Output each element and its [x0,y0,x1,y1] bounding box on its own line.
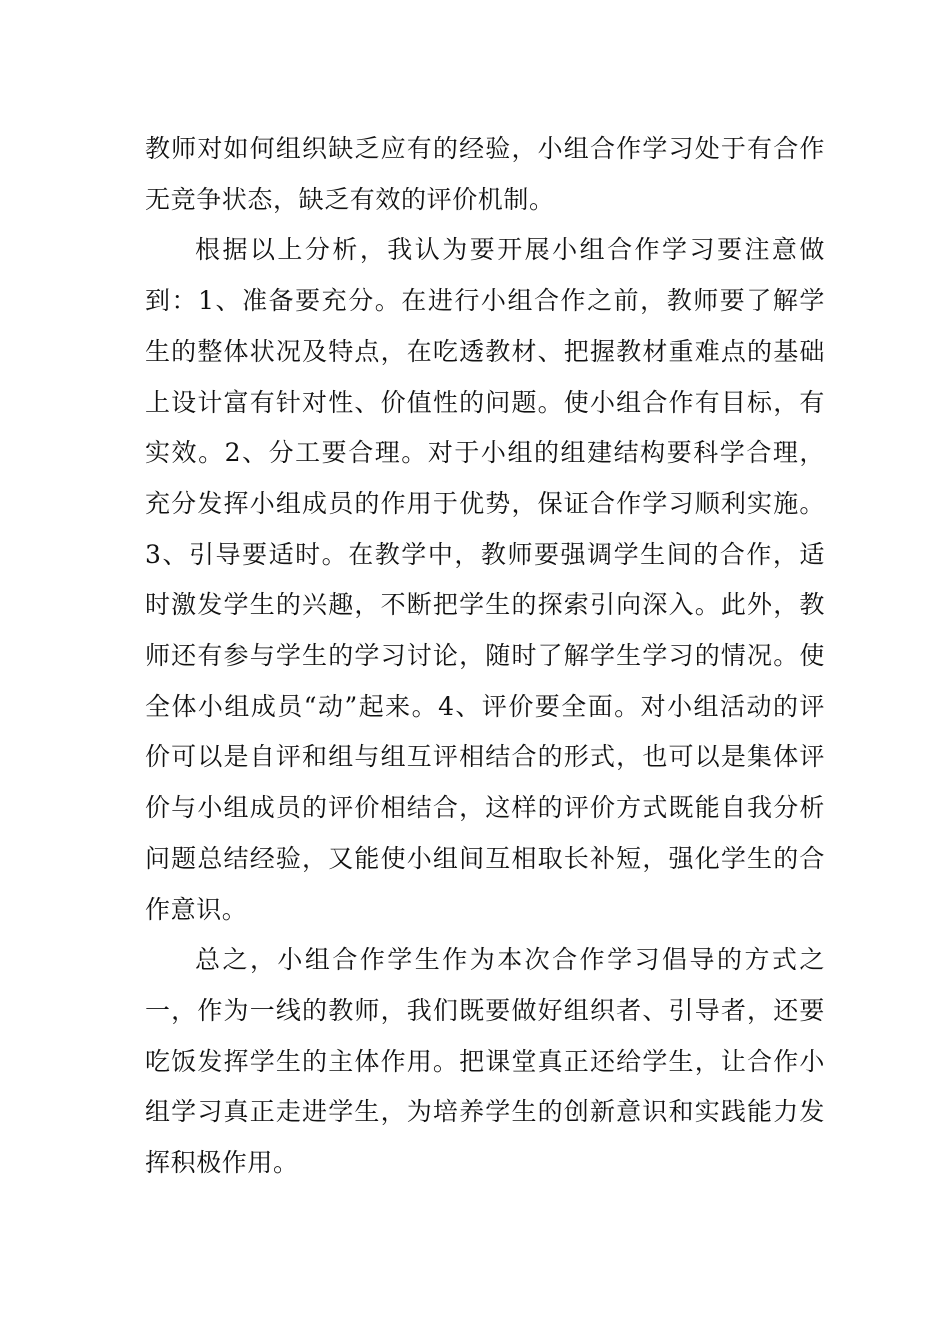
paragraph-conclusion: 总之，小组合作学生作为本次合作学习倡导的方式之一，作为一线的教师，我们既要做好组织者、引导者，还要吃饭发挥学生的主体作用。把课堂真正还给学生，让合作小组学习真正走进学生，为培养学生的创新意识和实践能力发挥积极作用。 [145,945,825,1178]
paragraph-recommendations: 根据以上分析，我认为要开展小组合作学习要注意做到：1、准备要充分。在进行小组合作之前，教师要了解学生的整体状况及特点，在吃透教材、把握教材重难点的基础上设计富有针对性、价值性的问题。使小组合作有目标，有实效。2、分工要合理。对于小组的组建结构要科学合理，充分发挥小组成员的作用于优势，保证合作学习顺利实施。3、引导要适时。在教学中，教师要强调学生间的合作，适时激发学生的兴趣，不断把学生的探索引向深入。此外，教师还有参与学生的学习讨论，随时了解学生学习的情况。使全体小组成员“动”起来。4、评价要全面。对小组活动的评价可以是自评和组与组互评相结合的形式，也可以是集体评价与小组成员的评价相结合，这样的评价方式既能自我分析问题总结经验，又能使小组间互相取长补短，强化学生的合作意识。 [145,235,825,924]
document-body [145,124,825,1189]
paragraph-continuation: 教师对如何组织缺乏应有的经验，小组合作学习处于有合作无竞争状态，缺乏有效的评价机制。 [145,134,825,214]
